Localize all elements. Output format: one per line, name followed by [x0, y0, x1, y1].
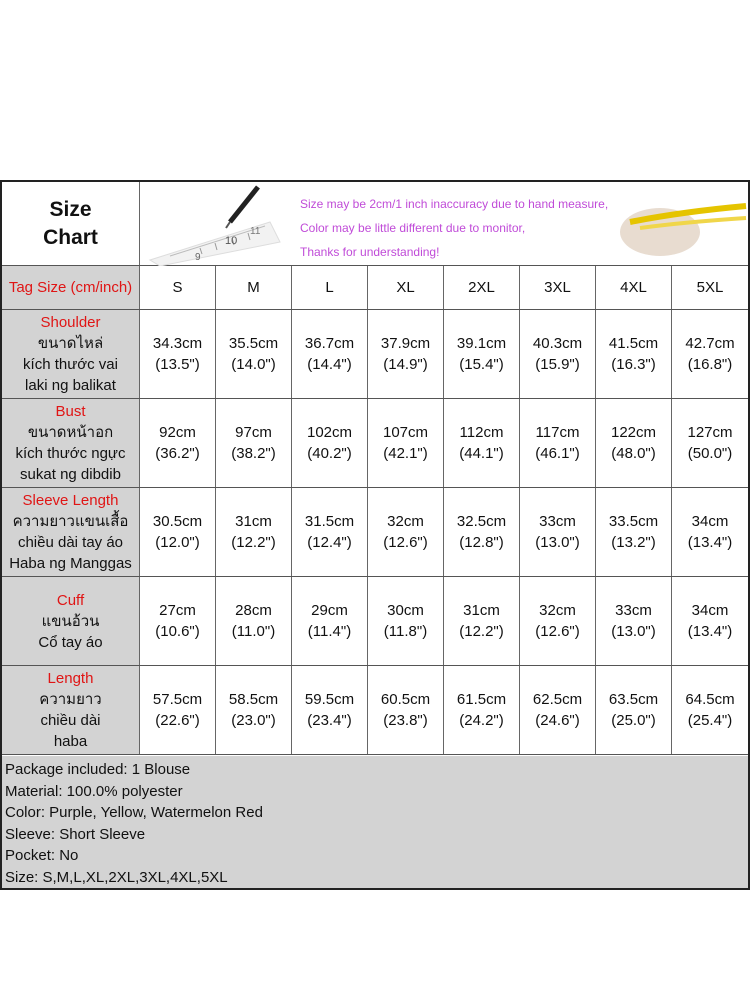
measurement-cell — [444, 488, 520, 576]
inch-value: (23.0") — [231, 712, 276, 729]
inch-value: (40.2") — [307, 445, 352, 462]
inch-value: (11.8") — [383, 623, 428, 640]
inch-value: (12.4") — [307, 534, 352, 551]
inch-value: (11.4") — [307, 623, 352, 640]
inch-value: (23.4") — [307, 712, 352, 729]
cm-value: 40.3cm — [532, 335, 583, 352]
cm-value: 30cm — [387, 602, 424, 619]
inch-value: (10.6") — [155, 623, 200, 640]
cm-value: 117cm — [535, 424, 580, 441]
row-label-translation: Cổ tay áo — [38, 633, 103, 651]
size-header-4xl: 4XL — [596, 266, 672, 309]
row-label — [2, 577, 140, 665]
note-line: Sleeve: Short Sleeve — [5, 825, 146, 843]
row-label-translation: ความยาว — [39, 691, 102, 708]
measurement-cell — [292, 399, 368, 487]
cm-value: 31cm — [463, 602, 500, 619]
cm-value: 32cm — [539, 602, 576, 619]
note-line: Pocket: No — [5, 847, 79, 864]
size-header-s: S — [140, 266, 216, 309]
cm-value: 63.5cm — [608, 691, 659, 708]
measurement-cell — [520, 310, 596, 398]
measurement-cell — [216, 577, 292, 665]
cm-value: 57.5cm — [152, 691, 203, 708]
inch-value: (24.6") — [535, 712, 580, 729]
cm-value: 33cm — [615, 602, 652, 619]
row-label-translation: ขนาดไหล่ — [37, 335, 104, 352]
row-label-translation: kích thước ngực — [15, 445, 126, 462]
measurement-cell — [596, 488, 672, 576]
measurement-cell — [520, 577, 596, 665]
measurement-cell — [368, 399, 444, 487]
inch-value: (14.4") — [307, 356, 352, 373]
cm-value: 39.1cm — [456, 335, 507, 352]
inch-value: (25.4") — [687, 712, 733, 729]
measurement-cell — [140, 399, 216, 487]
measurement-row-bust — [2, 399, 748, 488]
measurement-cell — [292, 488, 368, 576]
cm-value: 37.9cm — [380, 335, 431, 352]
note-line: Size: S,M,L,XL,2XL,3XL,4XL,5XL — [5, 868, 228, 886]
cm-value: 27cm — [159, 602, 196, 619]
measurement-cell — [292, 666, 368, 754]
measurement-cell — [216, 488, 292, 576]
inch-value: (23.8") — [383, 712, 428, 729]
measurement-cell — [140, 577, 216, 665]
measurement-row-length — [2, 666, 748, 755]
row-label-translation: chiều dài — [40, 712, 101, 729]
measurement-cell — [216, 399, 292, 487]
inch-value: (12.2") — [231, 534, 276, 551]
size-header-m: M — [216, 266, 292, 309]
inch-value: (46.1") — [535, 445, 580, 462]
inch-value: (12.2") — [459, 623, 504, 640]
cm-value: 61.5cm — [456, 691, 507, 708]
cm-value: 42.7cm — [685, 335, 735, 352]
measurement-cell — [672, 666, 748, 754]
cm-value: 31.5cm — [304, 513, 355, 530]
row-label-name: Cuff — [56, 591, 85, 609]
row-label — [2, 488, 140, 576]
measurement-cell — [140, 310, 216, 398]
measurement-cell — [368, 666, 444, 754]
inch-value: (22.6") — [155, 712, 200, 729]
inch-value: (13.5") — [155, 356, 200, 373]
row-label — [2, 666, 140, 754]
cm-value: 122cm — [610, 424, 657, 441]
row-label-name: Sleeve Length — [22, 492, 119, 509]
inch-value: (12.8") — [459, 534, 504, 551]
measurement-cell — [672, 399, 748, 487]
measurement-cell — [672, 488, 748, 576]
inch-value: (14.9") — [383, 356, 428, 373]
inch-value: (12.0") — [155, 534, 200, 551]
measurement-cell — [596, 310, 672, 398]
measurement-cell — [140, 488, 216, 576]
measurement-row-cuff — [2, 577, 748, 666]
inch-value: (13.0") — [611, 623, 656, 640]
inch-value: (16.8") — [687, 356, 733, 373]
inch-value: (44.1") — [459, 445, 504, 462]
measurement-cell — [292, 310, 368, 398]
row-label-translation: ความยาวแขนเสื้อ — [12, 513, 129, 530]
cm-value: 58.5cm — [228, 691, 279, 708]
banner-text: Size may be 2cm/1 inch inaccuracy due to hand measure, Color may be little different due to monitor, Thanks for understanding! — [300, 197, 609, 259]
measurement-cell — [368, 488, 444, 576]
cm-value: 32cm — [387, 513, 424, 530]
row-label — [2, 310, 140, 398]
cm-value: 41.5cm — [608, 335, 659, 352]
tag-size-label: Tag Size (cm/inch) — [2, 266, 140, 309]
measurement-cell — [368, 577, 444, 665]
measurement-cell — [444, 399, 520, 487]
row-label-translation: chiều dài tay áo — [17, 534, 124, 551]
inch-value: (25.0") — [611, 712, 656, 729]
measurement-cell — [672, 577, 748, 665]
size-chart-title-cell — [2, 182, 140, 265]
cm-value: 33.5cm — [608, 513, 659, 530]
size-header-2xl: 2XL — [444, 266, 520, 309]
cm-value: 107cm — [382, 424, 429, 441]
inch-value: (13.2") — [611, 534, 656, 551]
row-label-translation: ขนาดหน้าอก — [27, 424, 114, 441]
row-label-translation: แขนอ้วน — [41, 612, 100, 630]
row-label-name: Length — [47, 670, 94, 687]
cm-value: 97cm — [235, 424, 272, 441]
row-label-translation: kích thước vai — [23, 356, 118, 373]
cm-value: 35.5cm — [228, 335, 279, 352]
inch-value: (24.2") — [459, 712, 504, 729]
inch-value: (14.0") — [231, 356, 276, 373]
size-header-xl: XL — [368, 266, 444, 309]
measurement-cell — [596, 399, 672, 487]
measurement-cell — [216, 666, 292, 754]
measurement-cell — [140, 666, 216, 754]
size-chart-table — [0, 180, 750, 890]
svg-text:11: 11 — [250, 226, 261, 237]
inch-value: (12.6") — [383, 534, 428, 551]
measure-note-banner — [140, 182, 748, 265]
note-line: Package included: 1 Blouse — [5, 761, 191, 778]
cm-value: 112cm — [459, 424, 504, 441]
inch-value: (13.4") — [687, 623, 733, 640]
note-line: Color: Purple, Yellow, Watermelon Red — [5, 804, 263, 821]
cm-value: 62.5cm — [532, 691, 583, 708]
size-header-5xl: 5XL — [696, 279, 724, 296]
cm-value: 127cm — [687, 424, 733, 441]
note-line: Material: 100.0% polyester — [5, 782, 183, 800]
cm-value: 34cm — [691, 602, 729, 619]
size-header-l: L — [292, 266, 368, 309]
row-label-translation: sukat ng dibdib — [20, 466, 121, 483]
cm-value: 102cm — [306, 424, 353, 441]
header-row — [2, 182, 748, 266]
inch-value: (42.1") — [383, 445, 428, 462]
size-header-3xl: 3XL — [520, 266, 596, 309]
cm-value: 33cm — [539, 513, 576, 530]
inch-value: (13.0") — [535, 534, 580, 551]
pen-icon — [226, 187, 258, 228]
measurement-cell — [596, 666, 672, 754]
cm-value: 32.5cm — [456, 513, 507, 530]
row-label-name: Shoulder — [40, 314, 101, 331]
inch-value: (50.0") — [687, 445, 733, 462]
cm-value: 64.5cm — [685, 691, 735, 708]
cm-value: 92cm — [159, 424, 196, 441]
inch-value: (15.4") — [459, 356, 504, 373]
cm-value: 30.5cm — [152, 513, 203, 530]
measurement-row-shoulder — [2, 310, 748, 399]
svg-text:10: 10 — [225, 235, 238, 247]
measurement-cell — [520, 399, 596, 487]
cm-value: 36.7cm — [304, 335, 355, 352]
inch-value: (38.2") — [231, 445, 276, 462]
row-label-name: Bust — [55, 403, 86, 420]
measurement-row-sleeve-length — [2, 488, 748, 577]
cm-value: 29cm — [311, 602, 348, 619]
measurement-cell — [672, 310, 748, 398]
inch-value: (36.2") — [155, 445, 200, 462]
product-notes — [2, 756, 748, 888]
cm-value: 34.3cm — [152, 335, 203, 352]
measurement-cell — [596, 577, 672, 665]
inch-value: (48.0") — [611, 445, 656, 462]
inch-value: (12.6") — [535, 623, 580, 640]
ruler-left-icon — [150, 222, 280, 266]
measurement-cell — [444, 577, 520, 665]
row-label-translation: laki ng balikat — [25, 377, 116, 394]
inch-value: (16.3") — [611, 356, 656, 373]
measurement-cell — [368, 310, 444, 398]
measurement-cell — [520, 488, 596, 576]
inch-value: (15.9") — [535, 356, 580, 373]
tag-size-row — [2, 266, 748, 310]
measurement-cell — [292, 577, 368, 665]
measurement-cell — [444, 310, 520, 398]
cm-value: 28cm — [235, 602, 272, 619]
cm-value: 31cm — [235, 513, 272, 530]
inch-value: (11.0") — [231, 623, 276, 640]
cm-value: 59.5cm — [304, 691, 355, 708]
row-label — [2, 399, 140, 487]
row-label-translation: haba — [53, 733, 88, 750]
measurement-cell — [216, 310, 292, 398]
row-label-translation: Haba ng Manggas — [9, 555, 132, 572]
cm-value: 60.5cm — [380, 691, 431, 708]
cm-value: 34cm — [691, 513, 729, 530]
inch-value: (13.4") — [687, 534, 733, 551]
size-chart-title: Size Chart — [43, 197, 98, 249]
svg-text:9: 9 — [195, 252, 201, 263]
measurement-cell — [520, 666, 596, 754]
tape-measure-hand-icon — [620, 206, 746, 256]
measurement-cell — [444, 666, 520, 754]
